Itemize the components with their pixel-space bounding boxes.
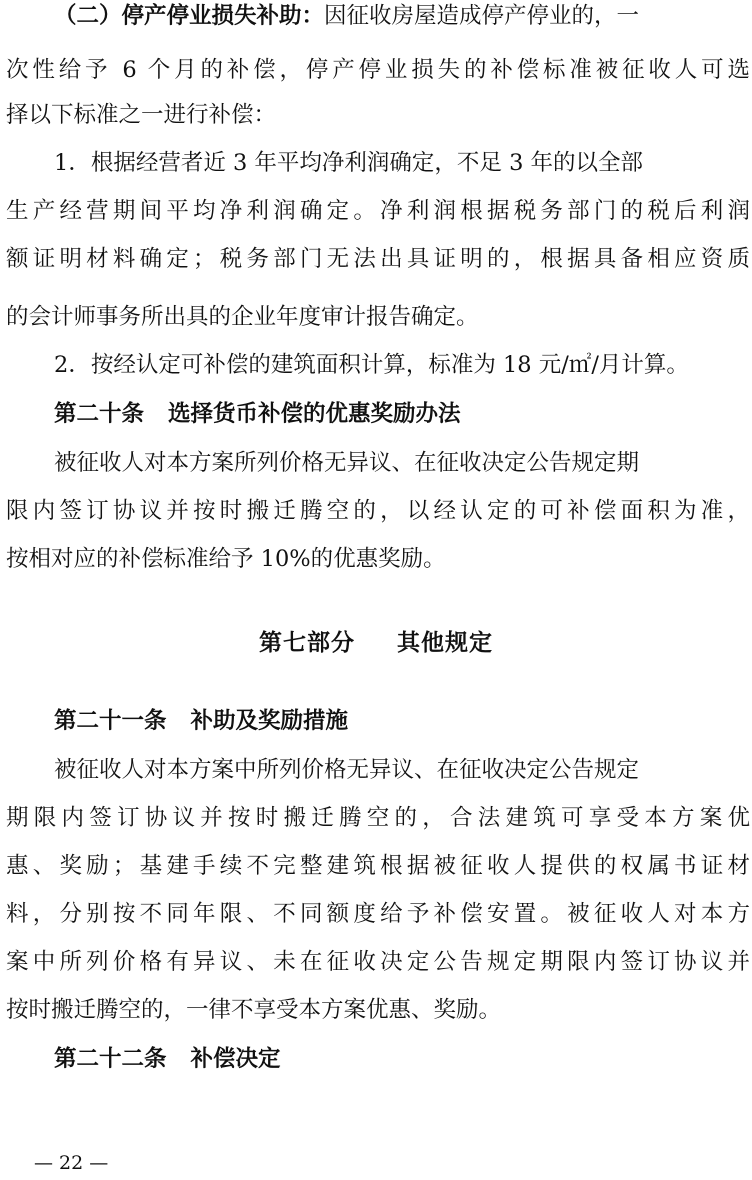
list-item-line: 的会计师事务所出具的企业年度审计报告确定。 <box>6 304 479 330</box>
paragraph-line: 料，分别按不同年限、不同额度给予补偿安置。被征收人对本方 <box>6 901 750 927</box>
article-title: 补偿决定 <box>190 1046 281 1072</box>
list-item-line: 额证明材料确定；税务部门无法出具证明的，根据具备相应资质 <box>6 246 750 272</box>
paragraph-line: 案中所列价格有异议、未在征收决定公告规定期限内签订协议并 <box>6 949 750 975</box>
article-heading <box>54 706 348 736</box>
paragraph-line: 次性给予 6 个月的补偿，停产停业损失的补偿标准被征收人可选 <box>6 57 750 83</box>
article-title: 选择货币补偿的优惠奖励办法 <box>168 401 461 427</box>
part-number: 第七部分 <box>259 630 355 656</box>
list-item-line: 生产经营期间平均净利润确定。净利润根据税务部门的税后利润 <box>6 198 750 224</box>
paragraph-line: 限内签订协议并按时搬迁腾空的，以经认定的可补偿面积为准， <box>6 498 750 524</box>
paragraph-line <box>54 1 639 31</box>
part-heading <box>0 628 752 658</box>
list-item-line: 2．按经认定可补偿的建筑面积计算，标准为 18 元/㎡/月计算。 <box>54 352 689 378</box>
page-number: — 22 — <box>34 1152 109 1174</box>
section-label: （二）停产停业损失补助： <box>54 3 325 29</box>
list-item-line: 1．根据经营者近 3 年平均净利润确定，不足 3 年的以全部 <box>54 150 644 176</box>
article-number: 第二十条 <box>54 401 145 427</box>
paragraph-line: 择以下标准之一进行补偿： <box>6 102 277 128</box>
article-number: 第二十一条 <box>54 708 167 734</box>
section-text: 因征收房屋造成停产停业的，一 <box>324 3 640 29</box>
article-heading <box>54 399 461 429</box>
paragraph-line: 惠、奖励；基建手续不完整建筑根据被征收人提供的权属书证材 <box>6 853 750 879</box>
paragraph-line: 被征收人对本方案所列价格无异议、在征收决定公告规定期 <box>54 450 640 476</box>
article-number: 第二十二条 <box>54 1046 167 1072</box>
article-title: 补助及奖励措施 <box>190 708 349 734</box>
article-heading <box>54 1044 281 1074</box>
part-title: 其他规定 <box>397 630 493 656</box>
paragraph-line: 按相对应的补偿标准给予 10%的优惠奖励。 <box>6 546 446 572</box>
paragraph-line: 被征收人对本方案中所列价格无异议、在征收决定公告规定 <box>54 757 640 783</box>
paragraph-line: 按时搬迁腾空的，一律不享受本方案优惠、奖励。 <box>6 997 502 1023</box>
paragraph-line: 期限内签订协议并按时搬迁腾空的，合法建筑可享受本方案优 <box>6 805 750 831</box>
